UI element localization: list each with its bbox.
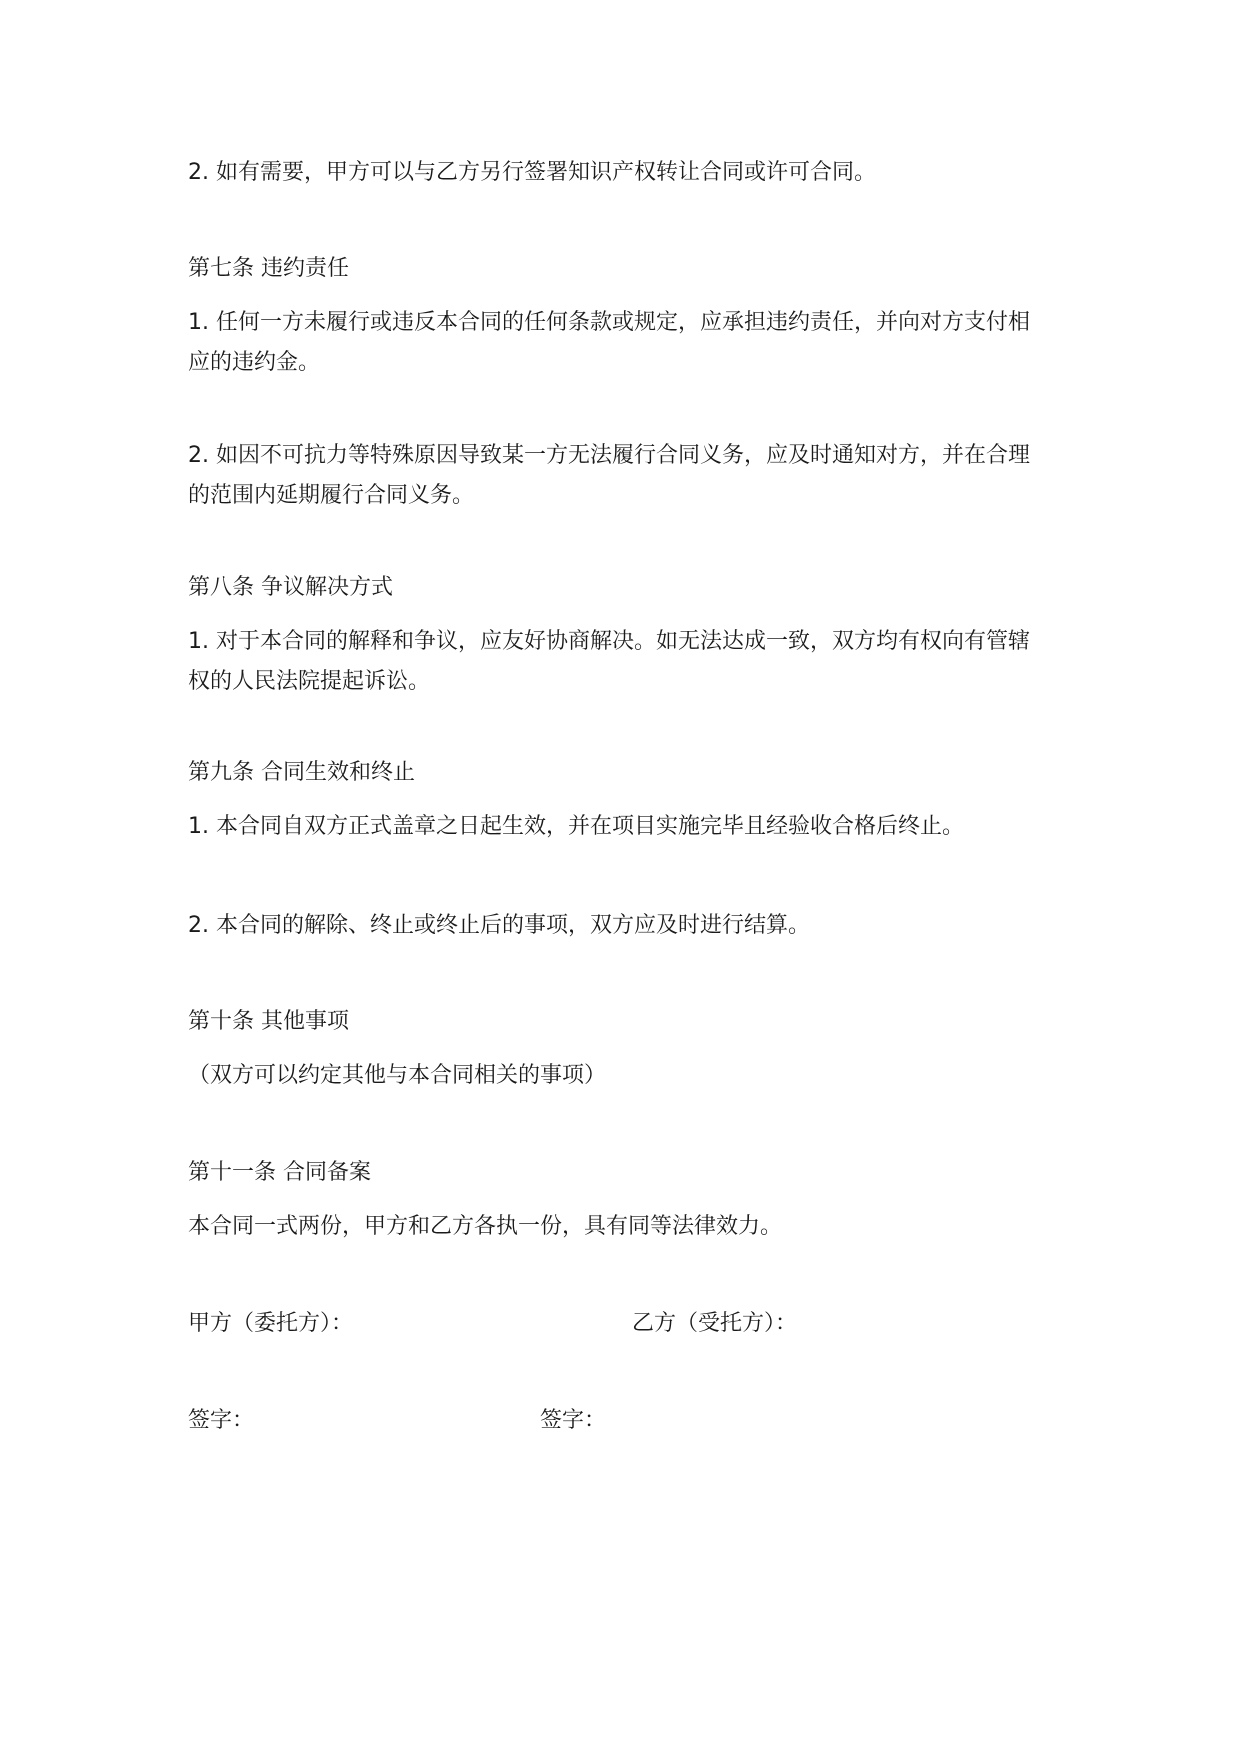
clause8-heading: 第八条 争议解决方式	[188, 575, 393, 600]
clause7-item1: 1. 任何一方未履行或违反本合同的任何条款或规定，应承担违约责任，并向对方支付相应的违约金。	[188, 310, 1030, 375]
clause11-heading: 第十一条 合同备案	[188, 1160, 371, 1185]
clause10-heading: 第十条 其他事项	[188, 1009, 349, 1034]
clause7-item2: 2. 如因不可抗力等特殊原因导致某一方无法履行合同义务，应及时通知对方，并在合理的范围内延期履行合同义务。	[188, 443, 1030, 508]
clause11-item1: 本合同一式两份，甲方和乙方各执一份，具有同等法律效力。	[188, 1214, 783, 1239]
party-b-label: 乙方（受托方）：	[632, 1311, 798, 1336]
clause9-heading: 第九条 合同生效和终止	[188, 760, 415, 785]
clause8-item1: 1. 对于本合同的解释和争议，应友好协商解决。如无法达成一致，双方均有权向有管辖权的人民法院提起诉讼。	[188, 629, 1030, 694]
sign-a-label: 签字：	[188, 1408, 255, 1433]
clause9-item1: 1. 本合同自双方正式盖章之日起生效，并在项目实施完毕且经验收合格后终止。	[188, 814, 964, 839]
clause7-heading: 第七条 违约责任	[188, 256, 349, 281]
sign-b-label: 签字：	[540, 1408, 607, 1433]
clause10-item1: （双方可以约定其他与本合同相关的事项）	[188, 1063, 607, 1088]
clause6-item2: 2. 如有需要，甲方可以与乙方另行签署知识产权转让合同或许可合同。	[188, 160, 876, 185]
clause9-item2: 2. 本合同的解除、终止或终止后的事项，双方应及时进行结算。	[188, 913, 810, 938]
party-a-label: 甲方（委托方）：	[188, 1311, 354, 1336]
